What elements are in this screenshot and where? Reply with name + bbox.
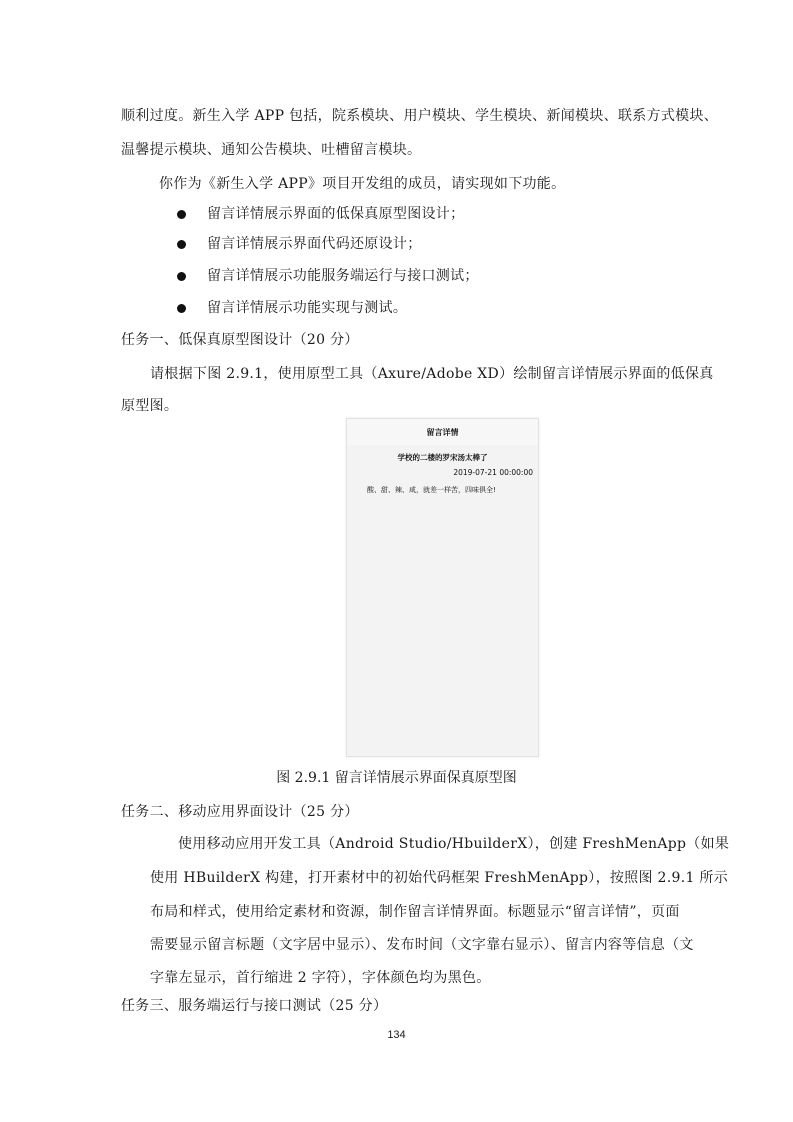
bullet-item: 留言详情展示功能实现与测试。 bbox=[207, 300, 408, 316]
task1-paragraph-line-1: 请根据下图 2.9.1，使用原型工具（Axure/Adobe XD）绘制留言详情展示界面的低保真 bbox=[150, 366, 714, 382]
task2-paragraph-line-3: 布局和样式，使用给定素材和资源，制作留言详情界面。标题显示“留言详情”，页面 bbox=[150, 904, 680, 920]
task1-paragraph-line-2: 原型图。 bbox=[121, 398, 179, 414]
task1-heading: 任务一、低保真原型图设计（20 分） bbox=[121, 332, 359, 348]
task2-paragraph-line-1: 使用移动应用开发工具（Android Studio/HbuilderX），创建 FreshMenApp（如果 bbox=[178, 836, 730, 852]
bullet-item: 留言详情展示功能服务端运行与接口测试； bbox=[207, 268, 479, 284]
prototype-figure bbox=[346, 418, 539, 757]
task2-paragraph-line-2: 使用 HBuilderX 构建，打开素材中的初始代码框架 FreshMenApp），按照图 2.9.1 所示 bbox=[150, 870, 729, 886]
bullet-dot-icon bbox=[177, 304, 186, 313]
paragraph-intro-line-1: 顺利过度。新生入学 APP 包括，院系模块、用户模块、学生模块、新闻模块、联系方式模块、 bbox=[121, 108, 719, 124]
page-number: 134 bbox=[387, 1029, 406, 1041]
bullet-item: 留言详情展示界面代码还原设计； bbox=[207, 236, 422, 252]
paragraph-role: 你作为《新生入学 APP》项目开发组的成员，请实现如下功能。 bbox=[159, 176, 566, 192]
figure-message-content: 酸、甜、辣、咸，就差一样苦，四味俱全! bbox=[367, 486, 496, 494]
task3-heading: 任务三、服务端运行与接口测试（25 分） bbox=[121, 998, 388, 1014]
figure-message-title: 学校的二楼的罗宋汤太棒了 bbox=[397, 453, 488, 462]
figure-caption: 图 2.9.1 留言详情展示界面保真原型图 bbox=[276, 770, 517, 786]
task2-paragraph-line-5: 字靠左显示，首行缩进 2 字符），字体颜色均为黑色。 bbox=[150, 970, 491, 986]
figure-header-title: 留言详情 bbox=[426, 428, 459, 437]
paragraph-intro-line-2: 温馨提示模块、通知公告模块、吐槽留言模块。 bbox=[121, 142, 422, 158]
figure-message-time: 2019-07-21 00:00:00 bbox=[453, 468, 533, 477]
bullet-dot-icon bbox=[177, 240, 186, 249]
bullet-dot-icon bbox=[177, 210, 186, 219]
bullet-dot-icon bbox=[177, 272, 186, 281]
task2-heading: 任务二、移动应用界面设计（25 分） bbox=[121, 804, 359, 820]
figure-header-bar bbox=[347, 419, 538, 445]
task2-paragraph-line-4: 需要显示留言标题（文字居中显示）、发布时间（文字靠右显示）、留言内容等信息（文 bbox=[150, 937, 694, 953]
bullet-item: 留言详情展示界面的低保真原型图设计； bbox=[207, 206, 465, 222]
